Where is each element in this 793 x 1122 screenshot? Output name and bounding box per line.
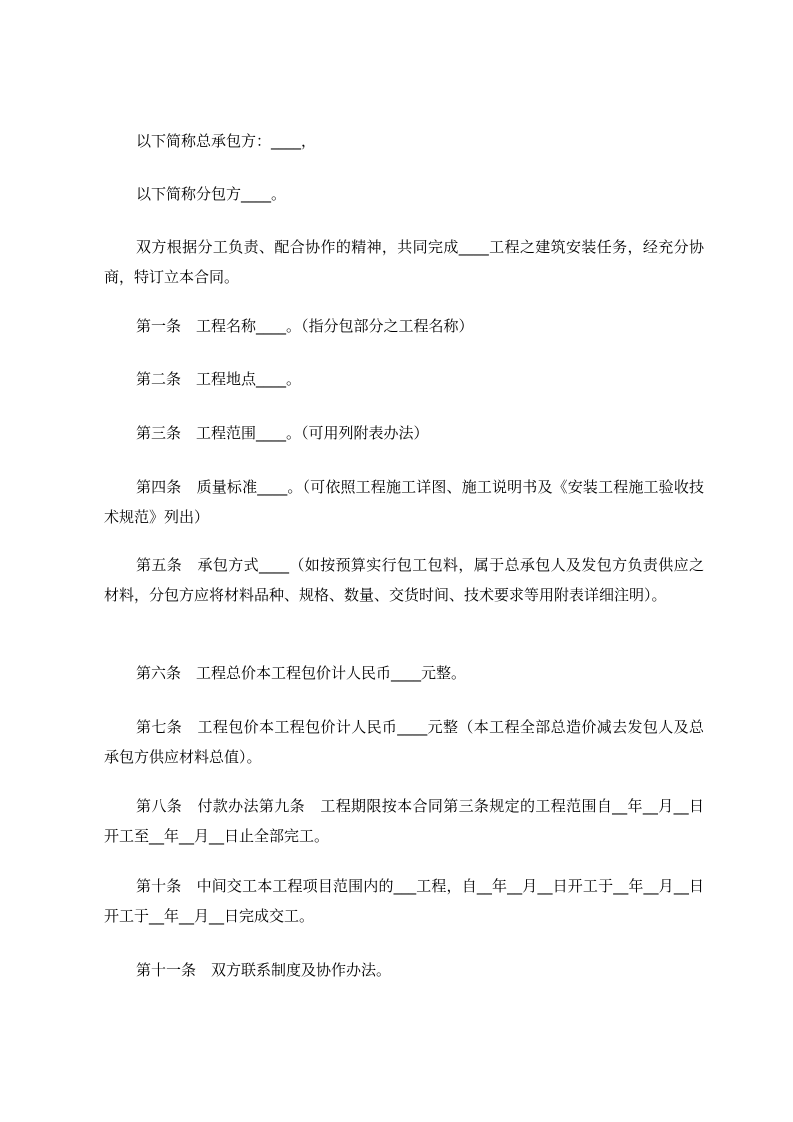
paragraph-article-1: 第一条 工程名称____。（指分包部分之工程名称）: [136, 317, 474, 335]
paragraph-article-3: 第三条 工程范围____。（可用列附表办法）: [136, 424, 429, 442]
paragraph-subcontractor: 以下简称分包方____。: [136, 185, 287, 203]
paragraph-preamble: 双方根据分工负责、配合协作的精神，共同完成____工程之建筑安装任务，经充分协商，特订立本合同。: [104, 238, 704, 286]
paragraph-article-4: 第四条 质量标准____。（可依照工程施工详图、施工说明书及《安装工程施工验收技术规范》列出）: [104, 478, 704, 526]
paragraph-article-8-9: 第八条 付款办法第九条 工程期限按本合同第三条规定的工程范围自__年__月__日开工至__年__月__日止全部完工。: [104, 797, 704, 845]
paragraph-article-10: 第十条 中间交工本工程项目范围内的___工程，自__年__月__日开工于__年__月__日开工于__年__月__日完成交工。: [104, 877, 704, 925]
paragraph-article-5: 第五条 承包方式____（如按预算实行包工包料，属于总承包人及发包方负责供应之材料，分包方应将材料品种、规格、数量、交货时间、技术要求等用附表详细注明）。: [104, 556, 704, 604]
paragraph-contractor: 以下简称总承包方：____，: [136, 132, 317, 150]
paragraph-article-6: 第六条 工程总价本工程包价计人民币____元整。: [136, 664, 467, 682]
paragraph-article-11: 第十一条 双方联系制度及协作办法。: [136, 961, 392, 979]
paragraph-article-7: 第七条 工程包价本工程包价计人民币____元整（本工程全部总造价减去发包人及总承包方供应材料总值）。: [104, 718, 704, 766]
paragraph-article-2: 第二条 工程地点____。: [136, 370, 302, 388]
